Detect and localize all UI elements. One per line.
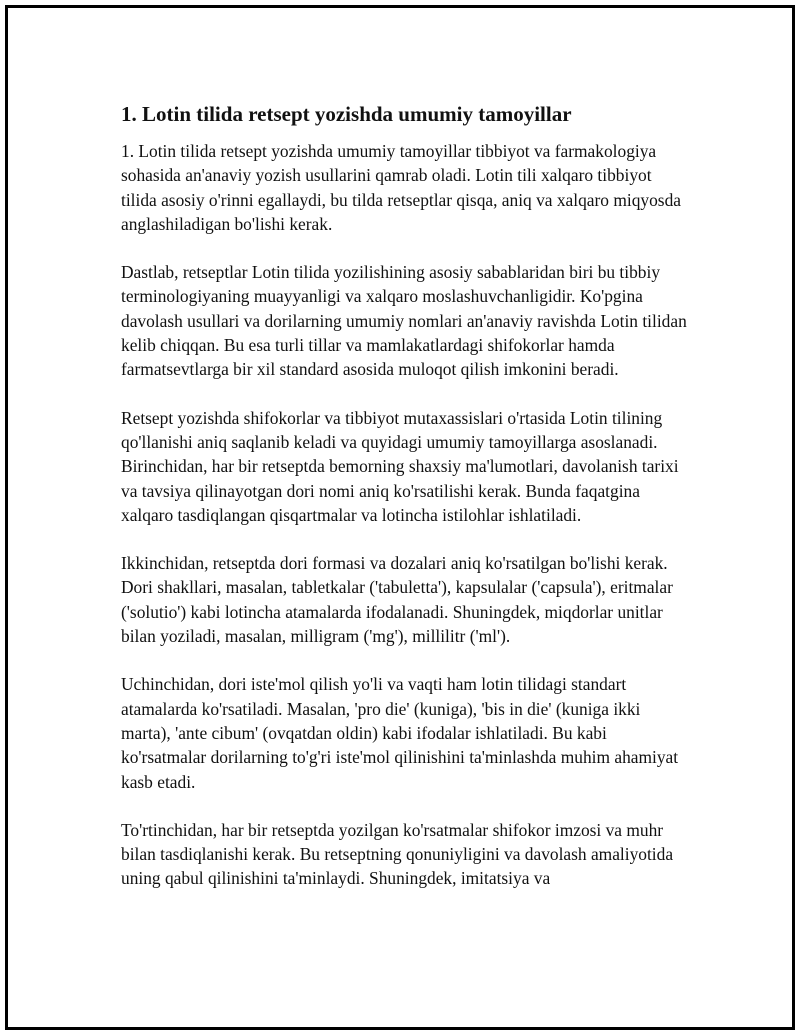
paragraph-4: Ikkinchidan, retseptda dori formasi va dozalari aniq ko'rsatilgan bo'lishi kerak. Dori shakllari, masalan, tabletkalar ('tabuletta'), kapsulalar ('capsula'), eritmalar ('solutio') kabi lotincha atamalarda ifodalanadi. Shuningdek, miqdorlar unitlar bilan yoziladi, masalan, milligram ('mg'), millilitr ('ml'). (121, 553, 673, 647)
page-frame (5, 5, 795, 1030)
document-body (121, 100, 691, 915)
paragraph-6: To'rtinchidan, har bir retseptda yozilgan ko'rsatmalar shifokor imzosi va muhr bilan tasdiqlanishi kerak. Bu retseptning qonuniyligini va davolash amaliyotida uning qabul qilinishini ta'minlaydi. Shuningdek, imitatsiya va (121, 819, 674, 889)
paragraph-3: Retsept yozishda shifokorlar va tibbiyot mutaxassislari o'rtasida Lotin tilining qo'llanishi aniq saqlanib keladi va quyidagi umumiy tamoyillarga asoslanadi. Birinchidan, har bir retseptda bemorning shaxsiy ma'lumotlari, davolanish tarixi va tavsiya qilinayotgan dori nomi aniq ko'rsatilishi kerak. Bunda faqatgina xalqaro tasdiqlangan qisqartmalar va lotincha istilohlar ishlatiladi. (121, 407, 679, 525)
paragraph-5: Uchinchidan, dori iste'mol qilish yo'li va vaqti ham lotin tilidagi standart atamalarda ko'rsatiladi. Masalan, 'pro die' (kuniga), 'bis in die' (kuniga ikki marta), 'ante cibum' (ovqatdan oldin) kabi ifodalar ishlatiladi. Bu kabi ko'rsatmalar dorilarning to'g'ri iste'mol qilinishini ta'minlashda muhim ahamiyat kasb etadi. (121, 674, 679, 792)
paragraph-1: 1. Lotin tilida retsept yozishda umumiy tamoyillar tibbiyot va farmakologiya sohasida an'anaviy yozish usullarini qamrab oladi. Lotin tili xalqaro tibbiyot tilida asosiy o'rinni egallaydi, bu tilda retseptlar qisqa, aniq va xalqaro miqyosda anglashiladigan bo'lishi kerak. (121, 141, 681, 234)
document-title: 1. Lotin tilida retsept yozishda umumiy tamoyillar (121, 102, 572, 126)
paragraph-2: Dastlab, retseptlar Lotin tilida yozilishining asosiy sabablaridan biri bu tibbiy terminologiyaning muayyanligi va xalqaro moslashuvchanligidir. Ko'pgina davolash usullari va dorilarning umumiy nomlari an'anaviy ravishda Lotin tilidan kelib chiqqan. Bu esa turli tillar va mamlakatlardagi shifokorlar hamda farmatsevtlarga bir xil standard asosida muloqot qilish imkonini beradi. (121, 262, 687, 380)
